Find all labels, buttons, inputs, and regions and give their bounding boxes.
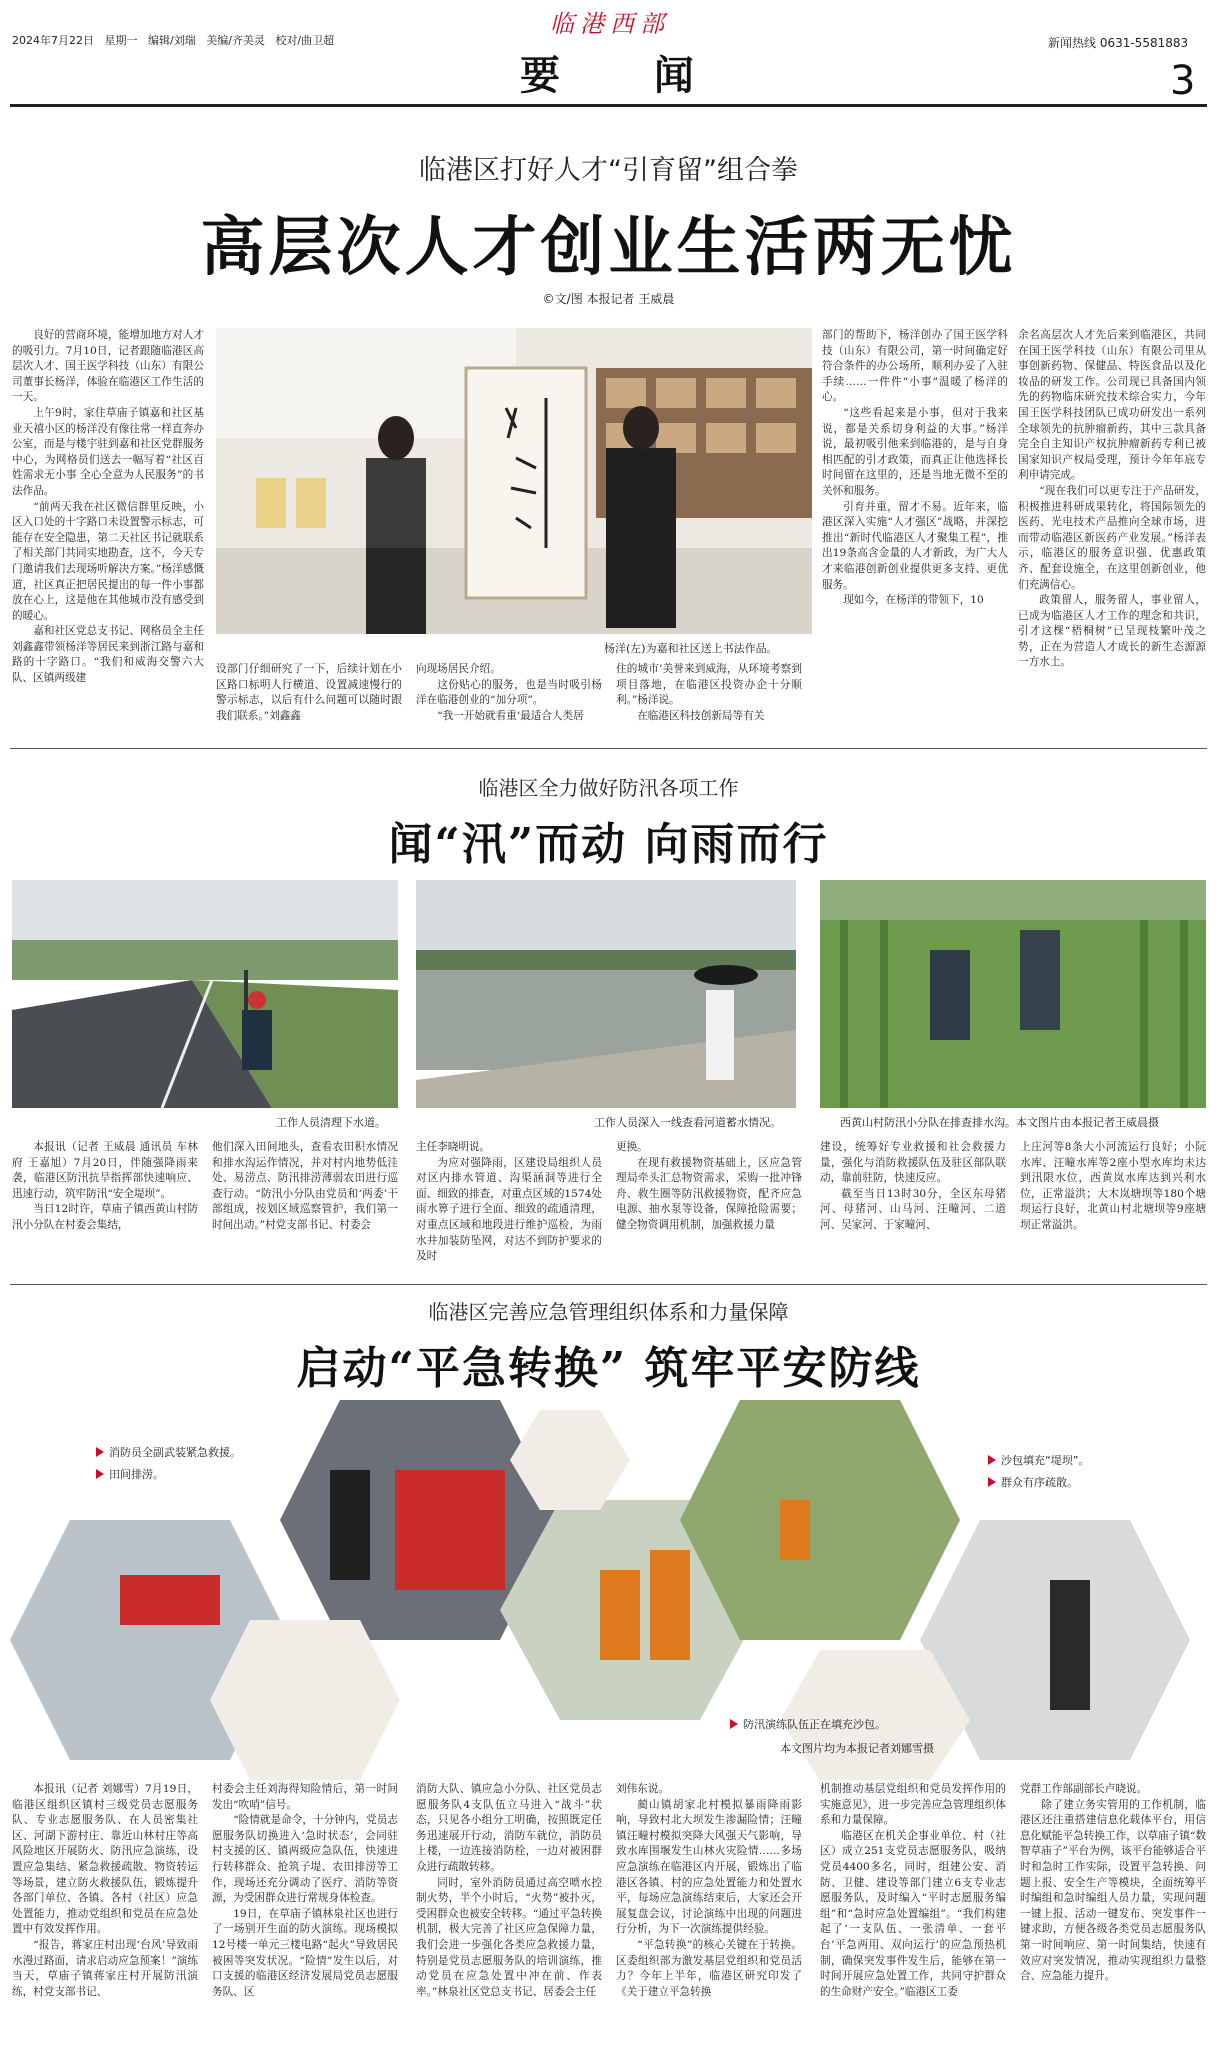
section-title: 要 闻	[520, 52, 734, 99]
article1-column-1: 良好的营商环境，能增加地方对人才的吸引力。7月10日，记者跟随临港区高层次人才、国王医学科技（山东）有限公司董事长杨洋，体验在临港区工作生活的一天。 上午9时，家住草庙子镇嘉和社区基业天禧小区的杨洋没有像往常一样直奔办公室，而是与楼宇驻到嘉和社区党群服务中心，为网格员们送去一幅写着“社区百姓需求无小事 全心全意为人民服务”的书法作品。 “前两天我在社区微信群里反映，小区入口处的十字路口未设置警示标志，可能存在安全隐患，第二天社区书记就联系了相关部门共同实地勘查，这不，今天专门邀请我们去现场听解决方案。”杨洋感慨道，社区真正把居民提出的每一件小事都放在心上，这是他在其他城市没有感受到的暖心。 嘉和社区党总支书记、网格员全主任刘鑫鑫带领杨洋等居民来到浙江路与嘉和路的十字路口。“我们和威海交警六大队、区镇两级建	[12, 329, 204, 685]
article1-column-6: 余名高层次人才先后来到临港区，共同在国王医学科技（山东）有限公司里从事创新药物、保健品、特医食品以及化妆品的研发工作。公司现已具备国内领先的药物临床研究技术综合实力，今年国王医学科技团队已成功研发出一系列全球领先的抗肿瘤新药，其中三款具备完全自主知识产权抗肿瘤新药专利已被国家知识产权局受理，预计今年年底专利申请完成。 “现在我们可以更专注于产品研发，积极推进科研成果转化，将国际领先的医药、光电技术产品推向全球市场，进而带动临港区新医药产业发展。”杨洋表示，临港区的服务意识强、优惠政策齐、配套设施全，在这里创新创业，他们充满信心。 政策留人，服务留人，事业留人，已成为临港区人才工作的理念和共识，引才这棵“梧桐树”已呈现枝繁叶茂之势，正在为营造人才成长的新生态源源一方水土。	[1018, 329, 1206, 669]
field-ditch-illustration	[820, 880, 1206, 1108]
masthead-rule	[10, 104, 1207, 107]
pointer-icon	[730, 1719, 738, 1729]
article3-column-5: 机制推动基层党组织和党员发挥作用的实施意见》，进一步完善应急管理组织体系和力量保障。 临港区在机关企事业单位、村（社区）成立251支党员志愿服务队，吸纳党员4400多名，同时，组建公安、消防、卫健、建设等部门建立6支专业志愿服务队，及时编入“平时志愿服务编组”和“急时应急处置编组”。“我们构建起了‘一支队伍、一张清单、一套平台’平急两用、双向运行’的应急预热机制，确保突发事件发生后，能够在第一时间开展应急处置工作，共同守护群众的生命财产安全。”临港区工委	[820, 1783, 1006, 1998]
article3-column-3: 消防大队、镇应急小分队、社区党员志愿服务队4支队伍立马进入“战斗”状态，只见各小组分工明确，按照既定任务迅速展开行动，消防车就位，消防员上楼，一边连接消防栓，一边对被困群众进行疏散转移。 同时，室外消防员通过高空喷水控制火势，半个小时后，“火势”被扑灭，受困群众也被安全转移。“通过平急转换机制，极大完善了社区应急保障力量，我们会进一步强化各类应急救援力量，特别是党员志愿服务队的培训演练，推动党员在应急处置中冲在前、作表率。”林泉社区党总支书记、居委会主任	[416, 1783, 602, 1998]
divider-2	[10, 1284, 1207, 1285]
article2-photo-3	[820, 880, 1206, 1108]
note-evacuation: 群众有序疏散。	[988, 1474, 1078, 1490]
article1-headline: 高层次人才创业生活两无忧	[200, 210, 1017, 285]
article2-column-5: 建设，统筹好专业救援和社会救援力量，强化与消防救援队伍及驻区部队联动，靠前驻防，快速反应。 截至当日13时30分，全区东母猪河、母猪河、山马河、汪疃河、二道河、吴家河、于家疃河、	[820, 1141, 1006, 1231]
article3-column-4: 刘伟东说。 蔺山镇胡家北村模拟暴雨降雨影响，导致村北大坝发生渗漏险情；汪疃镇汪疃村模拟突降大风强天气影响，导致水库围堰发生山林火灾险情……多场应急演练在临港区内开展，锻炼出了临港区各镇、村的应急处置能力和处置水平，每场应急演练结束后，大家还会开展复盘会议，讨论演练中出现的问题进行分析，为下一次演练提供经验。 “平急转换”的核心关键在于转换。区委组织部为激发基层党组织和党员活力？今年上半年，临港区研究印发了《关于建立平急转换	[616, 1783, 802, 1998]
article2-kicker: 临港区全力做好防汛各项工作	[478, 776, 739, 800]
divider-1	[10, 748, 1207, 749]
pointer-icon	[96, 1447, 104, 1457]
issue-date: 2024年7月22日	[12, 34, 94, 47]
article3-column-1: 本报讯（记者 刘娜雪）7月19日，临港区组织区镇村三级党员志愿服务队、专业志愿服务队、在人员密集社区、河湖下游村庄、靠近山林村庄等高风险地区开展防火、防汛应急演练，设置应急集结、紧急救援疏散、物资转运等场景，建立防火救援队伍，锻炼提升各部门单位、各镇、各村（社区）应急处置能力，推动党组织和党员在应急处置中有效发挥作用。 “报告，蒋家庄村出现‘台风’导致雨水漫过路面，请求启动应急预案！”演练当天，草庙子镇蒋家庄村开展防汛演练，村党支部书记、	[12, 1783, 198, 1998]
article3-kicker: 临港区完善应急管理组织体系和力量保障	[428, 1300, 789, 1324]
note-firefighters: 消防员全副武装紧急救援。	[96, 1444, 241, 1460]
article1-photo-caption: 杨洋(左)为嘉和社区送上书法作品。	[604, 642, 778, 655]
article2-caption-2: 工作人员深入一线查看河道蓄水情况。	[594, 1116, 781, 1129]
article1-column-2: 设部门仔细研究了一下，后续计划在小区路口标明人行横道、设置减速慢行的警示标志，以后有什么问题可以随时跟我们联系。”刘鑫鑫	[216, 663, 402, 722]
article2-photo-2	[416, 880, 796, 1108]
office-scene-illustration	[216, 328, 812, 634]
newspaper-logo: 临港西部	[550, 10, 670, 38]
article3-photo-credit: 本文图片均为本报记者刘娜雪摄	[780, 1742, 934, 1755]
news-hotline: 新闻热线 0631-5581883	[1048, 36, 1189, 50]
article2-column-4: 更换。 在现有救援物资基础上，区应急管理局牵头汇总物资需求，采购一批冲锋舟、救生圈等防汛救援物资，配齐应急电源、抽水泵等设备，保障抢险需要；健全物资调用机制，加强救援力量	[616, 1141, 802, 1231]
article3-column-6: 党群工作部副部长卢晓说。 除了建立务实管用的工作机制，临港区还注重搭建信息化载体平台，用信息化赋能平急转换工作，以草庙子镇“数智草庙子”平台为例，该平台能够适合平时和急时工作实际，设置平急转换、问题上报、安全生产等模块，全面统筹平时编组和急时编组人员力量，实现问题一键上报、活动一键发布、突发事件一键求助，方便各级各类党员志愿服务队第一时间响应、第一时间集结，快速有效应对突发情况，推动实现组织力量整合、应急能力提升。	[1020, 1783, 1206, 1983]
issue-weekday: 星期一	[104, 34, 138, 47]
article1-column-5: 部门的帮助下，杨洋创办了国王医学科技（山东）有限公司，第一时间确定好符合条件的办公场所，顺利办妥了入驻手续……一件件“小事”温暖了杨洋的心。 “这些看起来是小事，但对于我来说，都是关系切身利益的大事。”杨洋说，最初吸引他来到临港的，是与自身相匹配的引才政策，而真正让他选择长时间留在这里的，还是当地无微不至的关怀和服务。 引育并重，留才不易。近年来，临港区深入实施“人才强区”战略，并深挖推出“新时代临港区人才聚集工程”，推出19条高含金量的人才新政，为广大人才来临港创新创业提供更多支持、更优服务。 现如今，在杨洋的带领下，10	[822, 329, 1008, 607]
article2-caption-3: 西黄山村防汛小分队在排查排水沟。本文图片由本报记者王威晨摄	[840, 1116, 1159, 1129]
pointer-icon	[96, 1469, 104, 1479]
article2-column-3: 主任李晓明说。 为应对强降雨，区建设局组织人员对区内排水管道、沟渠涵洞等进行全面、细致的排查，对重点区域的1574处雨水箅子进行全面、细致的疏通清理，对重点区域和地段进行维护巡检，为雨水井加装防坠网，对达不到防护要求的及时	[416, 1141, 602, 1263]
note-sandbags: 沙包填充“堤坝”。	[988, 1452, 1089, 1468]
article2-column-6: 上庄河等8条大小河流运行良好；小阮水库、汪疃水库等2座小型水库均未达到汛限水位，西黄岚水库达到兴利水位，正常溢洪；大木岚塘坝等180个塘坝运行良好，北黄山村北塘坝等9座塘坝正常溢洪。	[1020, 1141, 1206, 1231]
issue-meta	[12, 32, 334, 48]
pointer-icon	[988, 1455, 996, 1465]
article1-column-4: 住的城市’美誉来到威海，从环境考察到项目落地，在临港区投资办企十分顺利。”杨洋说。 在临港区科技创新局等有关	[616, 663, 802, 722]
article2-headline: 闻“汛”而动 向雨而行	[388, 819, 829, 870]
article3-column-2: 村委会主任刘海得知险情后，第一时间发出“吹哨”信号。 “险情就是命令，十分钟内，党员志愿服务队切换进入‘急时状态’，会同驻村支援的区、镇两级应急队伍，快速进行转移群众、抢筑子堤、农田排涝等工作，现场还充分调动了医疗、消防等资源，为受困群众进行常规身体检查。 19日，在草庙子镇林泉社区也进行了一场别开生面的防火演练。现场模拟12号楼一单元三楼电路“起火”导致居民被困等突发状况。“险情”发生以后，对口支援的临港区经济发展局党员志愿服务队、区	[212, 1783, 398, 1998]
drain-cleaning-illustration	[12, 880, 398, 1108]
issue-art: 美编/齐美灵	[206, 34, 265, 47]
article3-headline: 启动“平急转换” 筑牢平安防线	[296, 1343, 921, 1394]
issue-editor: 编辑/刘瑞	[148, 34, 196, 47]
page-number: 3	[1170, 58, 1196, 104]
article2-column-2: 他们深入田间地头，查看农田积水情况和排水沟运作情况，并对村内地势低洼处、易涝点、防汛排涝薄弱农田进行巡查行动。“防汛小分队由党员和‘两委’干部组成，按划区域巡察管护，我们第一时间出动。”村党支部书记、村委会	[212, 1141, 398, 1231]
article2-column-1: 本报讯（记者 王威晨 通讯员 车林府 王嘉旭）7月20日，伴随强降雨来袭，临港区防汛抗旱指挥部快速响应、迅速行动，筑牢防汛“安全堤坝”。 当日12时许，草庙子镇西黄山村防汛小分队在村委会集结，	[12, 1141, 198, 1231]
issue-proof: 校对/曲卫超	[275, 34, 335, 47]
article1-photo	[216, 328, 812, 634]
river-inspection-illustration	[416, 880, 796, 1108]
article1-column-3: 向现场居民介绍。 这份贴心的服务，也是当时吸引杨洋在临港创业的“加分项”。 “我一开始就看重‘最适合人类居	[416, 663, 602, 722]
article2-photo-1	[12, 880, 398, 1108]
pointer-icon	[988, 1477, 996, 1487]
note-field-drainage: 田间排涝。	[96, 1466, 164, 1482]
note-drill: 防汛演练队伍正在填充沙包。	[730, 1716, 886, 1732]
article1-kicker: 临港区打好人才“引育留”组合拳	[419, 155, 798, 186]
article1-byline: ©文/图 本报记者 王威晨	[542, 292, 675, 306]
article2-caption-1: 工作人员清理下水道。	[276, 1116, 386, 1129]
